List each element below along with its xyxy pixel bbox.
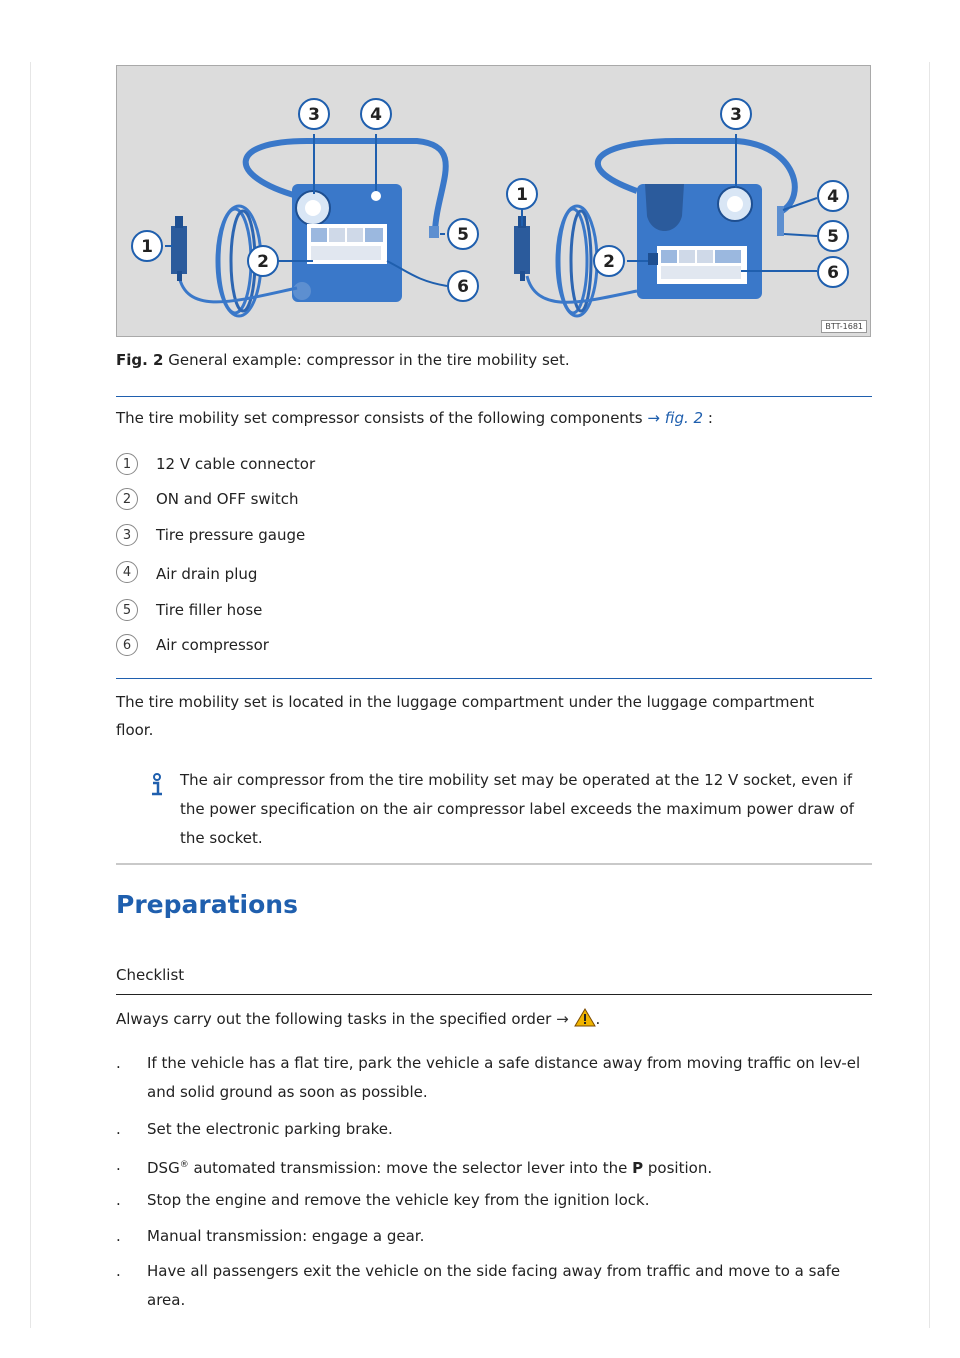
step-bullet: . (116, 1227, 121, 1245)
order-text: Always carry out the following tasks in the specified order (116, 1010, 552, 1028)
intro-paragraph (116, 404, 872, 432)
component-number: 2 (116, 488, 138, 510)
divider (116, 678, 872, 679)
right-guide-line (929, 62, 930, 1328)
step-text: If the vehicle has a flat tire, park the vehicle a safe distance away from moving traffic on lev-el and solid ground as soon as possible. (147, 1054, 861, 1101)
fig-right-callout-5: 5 (827, 227, 839, 247)
section-title: Preparations (116, 890, 298, 919)
left-compressor (132, 99, 478, 316)
component-label: Tire filler hose (156, 601, 263, 619)
step-bullet: . (116, 1262, 121, 1280)
figure-code: BTT-1681 (821, 320, 867, 333)
step-text: Manual transmission: engage a gear. (147, 1227, 425, 1245)
figure-link[interactable]: fig. 2 (664, 409, 704, 427)
compressor-illustration (117, 66, 871, 337)
fig-left-callout-6: 6 (457, 277, 469, 297)
fig-left-callout-3: 3 (308, 105, 320, 125)
component-number: 5 (116, 599, 138, 621)
step-bullet: . (116, 1156, 121, 1174)
right-compressor (507, 99, 848, 316)
warning-icon[interactable] (574, 1008, 596, 1027)
order-paragraph (116, 1005, 872, 1033)
gear-position: P (632, 1159, 644, 1177)
order-end: . (595, 1010, 601, 1028)
step-text-post: position. (643, 1159, 713, 1177)
section-divider (116, 863, 872, 865)
fig-left-callout-5: 5 (457, 225, 469, 245)
info-note: The air compressor from the tire mobility set may be operated at the 12 V socket, even if the power specification on the air compressor label exceeds the maximum power draw of the socket. (180, 771, 855, 847)
caption-text: General example: compressor in the tire mobility set. (168, 351, 570, 369)
intro-text: The tire mobility set compressor consists of the following components (116, 409, 643, 427)
location-paragraph: The tire mobility set is located in the luggage compartment under the luggage compartment floor. (116, 693, 815, 739)
step-text: Set the electronic parking brake. (147, 1120, 393, 1138)
fig-right-callout-2: 2 (603, 252, 615, 272)
step-text-pre: DSG (147, 1159, 180, 1177)
left-guide-line (30, 62, 31, 1328)
arrow-icon: → (647, 409, 660, 427)
fig-left-callout-2: 2 (257, 252, 269, 272)
fig-right-callout-6: 6 (827, 263, 839, 283)
component-number: 1 (116, 453, 138, 475)
component-number: 3 (116, 524, 138, 546)
step-text: Stop the engine and remove the vehicle key from the ignition lock. (147, 1191, 650, 1209)
component-label: Air compressor (156, 636, 269, 654)
section-subtitle: Checklist (116, 966, 185, 984)
divider (116, 396, 872, 397)
component-label: 12 V cable connector (156, 455, 316, 473)
step-bullet: . (116, 1191, 121, 1209)
component-label: Air drain plug (156, 565, 258, 583)
info-icon (150, 773, 164, 797)
fig-right-callout-1: 1 (516, 185, 528, 205)
step-text-mid: automated transmission: move the selector lever into the (188, 1159, 633, 1177)
compressor-figure (116, 65, 871, 337)
step-bullet: . (116, 1120, 121, 1138)
fig-left-callout-4: 4 (370, 105, 382, 125)
caption-label: Fig. 2 (116, 351, 164, 369)
checklist-step (116, 1257, 872, 1315)
checklist-step (116, 1049, 872, 1107)
subtitle-divider (116, 994, 872, 995)
registered-mark: ® (179, 1160, 189, 1170)
fig-right-callout-3: 3 (730, 105, 742, 125)
fig-right-callout-4: 4 (827, 187, 839, 207)
arrow-icon: → (556, 1010, 569, 1028)
figure-caption (116, 351, 570, 369)
component-number: 4 (116, 561, 138, 583)
fig-left-callout-1: 1 (141, 237, 153, 257)
component-label: Tire pressure gauge (156, 526, 306, 544)
intro-suffix: : (707, 409, 713, 427)
step-text: Have all passengers exit the vehicle on the side facing away from traffic and move to a safe area. (147, 1262, 841, 1309)
step-text (147, 1151, 869, 1183)
component-number: 6 (116, 634, 138, 656)
component-label: ON and OFF switch (156, 490, 299, 508)
step-bullet: . (116, 1054, 121, 1072)
